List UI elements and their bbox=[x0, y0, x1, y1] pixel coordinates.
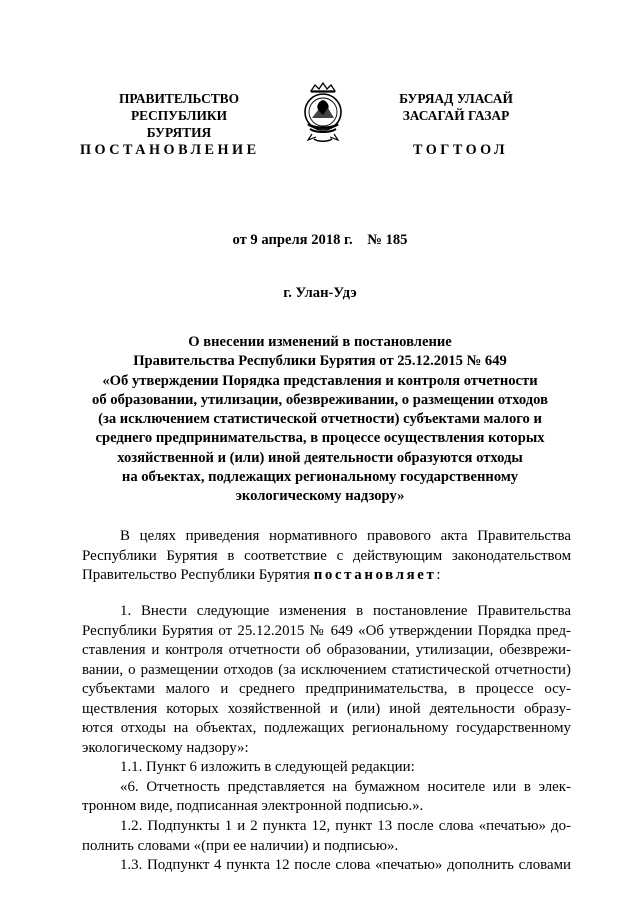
preamble-line-resolves bbox=[82, 566, 571, 586]
body-line: Республики Бурятия от 25.12.2015 № 649 «Об утверждении Порядка пред- bbox=[82, 622, 571, 639]
body-line: 1.2. Подпункты 1 и 2 пункта 12, пункт 13 после слова «печатью» до- bbox=[120, 818, 571, 835]
government-name-buryat bbox=[383, 90, 529, 124]
government-name-russian bbox=[98, 90, 260, 141]
title-line: среднего предпринимательства, в процессе осуществления которых bbox=[95, 430, 545, 447]
government-name-line1: ПРАВИТЕЛЬСТВО bbox=[118, 91, 240, 106]
body-line: ществления которых хозяйственной и (или) иной деятельности образу- bbox=[82, 700, 571, 717]
government-name-buryat-line1: БУРЯАД УЛАСАЙ bbox=[399, 91, 513, 106]
preamble bbox=[82, 527, 571, 586]
city: г. Улан-Удэ bbox=[283, 285, 357, 301]
body-line: экологическому надзору»: bbox=[82, 739, 249, 756]
coat-of-arms-icon bbox=[298, 80, 348, 160]
preamble-line: Республики Бурятия в соответствие с действующим законодательством bbox=[82, 547, 571, 564]
title-line: Правительства Республики Бурятия от 25.12.2015 № 649 bbox=[133, 353, 507, 370]
title-line: «Об утверждении Порядка представления и контроля отчетности bbox=[102, 372, 538, 389]
body-line: 1.1. Пункт 6 изложить в следующей редакции: bbox=[120, 759, 415, 776]
title-line: О внесении изменений в постановление bbox=[188, 334, 452, 350]
title-line: экологическому надзору» bbox=[235, 488, 405, 505]
preamble-line: В целях приведения нормативного правового акта Правительства bbox=[120, 528, 571, 544]
title-line: об образовании, утилизации, обезвреживании, о размещении отходов bbox=[92, 391, 548, 408]
body-line: «6. Отчетность представляется на бумажном носителе или в элек- bbox=[120, 778, 571, 795]
body-line: вании, о размещении отходов (за исключением статистической отчетности) bbox=[82, 661, 571, 678]
body-line: ставления и контроля отчетности об образовании, утилизации, обезврежи- bbox=[82, 642, 571, 659]
document-type-russian: ПОСТАНОВЛЕНИЕ bbox=[80, 142, 260, 158]
date-and-number: от 9 апреля 2018 г. № 185 bbox=[232, 232, 408, 248]
resolves-keyword: постановляет bbox=[313, 567, 437, 584]
body-line: тронном виде, подписанная электронной подписью.». bbox=[82, 798, 424, 815]
preamble-colon: : bbox=[436, 567, 441, 584]
title-line: на объектах, подлежащих региональному государственному bbox=[121, 469, 519, 486]
document-title bbox=[40, 333, 600, 507]
document-body bbox=[82, 602, 571, 876]
preamble-government-text: Правительство Республики Бурятия bbox=[82, 567, 314, 584]
government-name-line2: РЕСПУБЛИКИ БУРЯТИЯ bbox=[130, 108, 228, 140]
body-line: 1. Внести следующие изменения в постановление Правительства bbox=[120, 603, 571, 619]
body-line: ются отходы на объектах, подлежащих региональному государственному bbox=[82, 720, 571, 737]
document-type-buryat: ТОГТООЛ bbox=[413, 142, 509, 158]
government-name-buryat-line2: ЗАСАГАЙ ГАЗАР bbox=[402, 108, 510, 123]
body-line: 1.3. Подпункт 4 пункта 12 после слова «печатью» дополнить словами bbox=[120, 857, 571, 874]
body-line: субъектами малого и среднего предпринимательства, в процессе осу- bbox=[82, 681, 571, 698]
title-line: (за исключением статистической отчетности) субъектами малого и bbox=[98, 411, 542, 428]
body-line: полнить словами «(при ее наличии) и подписью». bbox=[82, 837, 399, 854]
title-line: хозяйственной и (или) иной деятельности образуются отходы bbox=[117, 449, 523, 466]
